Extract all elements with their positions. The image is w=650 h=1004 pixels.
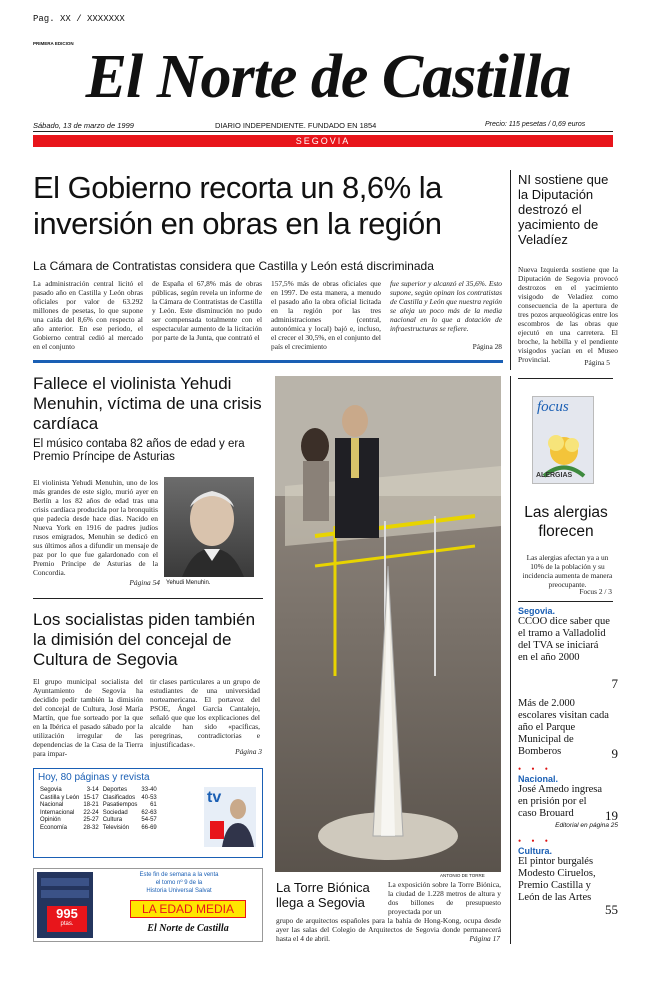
brief-num: 55 — [605, 902, 618, 917]
brief-num: 7 — [611, 676, 618, 691]
brief-section: Segovia. — [518, 606, 556, 616]
torre-page-ref: Página 17 — [469, 934, 500, 943]
section-bar: SEGOVIA — [33, 135, 613, 147]
index-row — [38, 795, 159, 803]
focus-headline: Las alergias florecen — [524, 504, 608, 540]
price: Precio: 115 pesetas / 0,69 euros — [485, 121, 586, 128]
promo-line2: el tomo nº 9 de la — [155, 880, 203, 886]
index-cell: 25-27 — [83, 817, 99, 824]
socialistas-col-2: tir clases particulares a un grupo de estudiantes de una universidad norteamericana. El portavoz del PSOE, Ángel García Cantalejo, señaló que que los explicaciones del alcalde han sido «pacíficas, peregrinas, contradictorias e injustificadas». — [150, 677, 260, 749]
socialistas-page-ref: Página 3 — [235, 747, 262, 756]
socialistas-headline: Los socialistas piden también la dimisión del concejal de Cultura de Segovia — [33, 610, 256, 669]
side-page-ref: Página 5 — [584, 358, 610, 367]
index-row — [38, 802, 159, 810]
index-title: Hoy, 80 páginas y revista — [38, 772, 150, 783]
index-cell: 22-24 — [83, 809, 99, 816]
lead-page-ref: Página 28 — [472, 342, 502, 351]
brief-nacional — [518, 774, 618, 836]
briefs-column — [518, 606, 618, 917]
index-table — [38, 787, 159, 833]
promo-price: 995 — [56, 906, 78, 921]
focus-page-ref: Focus 2 / 3 — [579, 587, 612, 596]
lead-col-4: fue superior y alcanzó el 35,6%. Esto supone, según opinan los contratistas de Castilla y León que nuestra región se aleja un poco más de la media nacional en lo que a dotación de infraestructuras se refiere. — [390, 279, 502, 333]
index-cell: 40-53 — [141, 794, 157, 801]
brief-text: CCOO dice saber que el tramo a Valladolid del TVA se iniciará en el año 2000 — [518, 616, 610, 663]
menuhin-caption: Yehudi Menuhin. — [166, 580, 211, 586]
index-cell: 62-63 — [141, 809, 157, 816]
blue-divider — [33, 360, 503, 363]
index-cell: 3-14 — [86, 787, 99, 793]
lead-headline — [33, 170, 503, 242]
index-cell: 54-57 — [141, 817, 157, 824]
focus-body: Las alergias afectan ya a un 10% de la población y su incidencia aumenta de manera preocupante. — [522, 553, 613, 589]
brief-text: El pintor burgalés Modesto Ciruelos, Premio Castilla y León de las Artes — [518, 856, 596, 903]
index-cell: 28-32 — [83, 824, 99, 831]
index-cell: 33-40 — [141, 787, 157, 793]
promo-line1: Este fin de semana a la venta — [139, 872, 219, 878]
lead-headline-line2: inversión en obras en la región — [33, 206, 442, 241]
torre-photo — [275, 376, 501, 872]
torre-col-1: La exposición sobre la Torre Biónica, la ciudad de 1.228 metros de altura y dos billones de presupuesto proyectada por un — [388, 880, 501, 916]
book-stack-icon — [37, 872, 93, 938]
brief-section: Nacional. — [518, 774, 559, 784]
photo-credit: ANTONIO DE TORRE — [440, 873, 485, 878]
index-cell: Cultura — [102, 817, 123, 824]
tv-icon: tv — [207, 789, 222, 806]
lead-subhead: La Cámara de Contratistas considera que Castilla y León está discriminada — [33, 259, 434, 273]
index-cell: Nacional — [40, 802, 64, 809]
index-box — [33, 768, 263, 858]
lead-col-2: de España el 67,8% más de obras públicas, según revela un informe de la Cámara de Contratistas de Castilla y León. Este disminución no pudo ser compensada totalmente con el espectacular aumento de la licitación por parte de la Junta, que contrató el — [152, 279, 262, 342]
menuhin-body: El violinista Yehudi Menuhin, uno de los más grandes de este siglo, murió ayer en Berlín a los 82 años de edad tras una crisis cardíaca producida por la bronquitis que padecía desde hace días. Nacido en Nueva York en 1916 de padres judíos rusos emigrados, Menuhin se dedicó en sus últimos años a difundir un mensaje de paz por lo que fue galardonado con el Premio Príncipe de Asturias de la Concordia. — [33, 478, 158, 577]
side-body: Nueva Izquierda sostiene que la Diputación de Segovia provocó destrozos en el yacimiento visigodo de Veladíez como consecuencia de la apertura de tres pozos arqueológicas entre los escombros de las obras que ejecutó en una carretera. El broche, la hebilla y el pendiente visigodos yacían en el Museo Provincial. — [518, 265, 618, 364]
brief-extra: Editorial en página 25 — [555, 822, 618, 829]
promo-line3: Historia Universal Salvat — [146, 888, 212, 894]
brief-cultura — [518, 846, 618, 917]
focus-mag-sub: ALERGIAS — [536, 472, 573, 479]
menuhin-page-ref: Página 54 — [129, 578, 160, 587]
brief-text: José Amedo ingresa en prisión por el caso Brouard — [518, 784, 602, 819]
side-headline: NI sostiene que la Diputación destrozó el yacimiento de Veladíez — [518, 172, 609, 247]
brief-segovia — [518, 606, 618, 698]
index-cell: Clasificados — [102, 794, 136, 801]
index-cell: 15-17 — [83, 794, 99, 801]
torre-headline: La Torre Biónica llega a Segovia — [276, 880, 370, 910]
masthead-logo: El Norte de Castilla — [85, 43, 571, 111]
index-cell: Internacional — [40, 809, 75, 816]
index-cell: Castilla y León — [40, 794, 80, 801]
brief-num: 9 — [611, 746, 618, 761]
lead-col-1: La administración central licitó el pasado año en Castilla y León obras oficiales por valor de 63.292 millones de pesetas, lo que supone una caída del 8,6% con respecto al año anterior. En ese periodo, el Gobierno central cedió al mercado en el conjunto — [33, 279, 143, 351]
brief-bomberos — [518, 698, 618, 764]
index-cell: Segovia — [40, 787, 62, 793]
lead-headline-line1: El Gobierno recorta un 8,6% la — [33, 170, 442, 205]
tower-model-icon — [275, 376, 501, 872]
index-cell: Opinión — [40, 817, 61, 824]
promo-price-label: ptas. — [60, 921, 74, 927]
promo-price-badge — [47, 906, 87, 932]
menuhin-portrait-icon — [164, 477, 254, 577]
promo-title: LA EDAD MEDIA — [130, 900, 246, 918]
bullet-divider: • • • — [518, 764, 552, 774]
index-cell: 66-69 — [141, 824, 157, 831]
menuhin-subhead: El músico contaba 82 años de edad y era Premio Príncipe de Asturias — [33, 438, 245, 463]
bullet-divider: • • • — [518, 836, 552, 846]
index-row — [38, 825, 159, 833]
edition-label: PRIMERA EDICION — [33, 41, 74, 46]
index-row — [38, 817, 159, 825]
brief-text: Más de 2.000 escolares visitan cada año el Parque Municipal de Bomberos — [518, 698, 609, 757]
index-row — [38, 787, 159, 795]
menuhin-headline: Fallece el violinista Yehudi Menuhin, víctima de una crisis cardíaca — [33, 374, 262, 433]
index-row — [38, 810, 159, 818]
promo-box[interactable] — [33, 868, 263, 942]
index-cell: Sociedad — [102, 809, 128, 816]
brief-section: Cultura. — [518, 846, 553, 856]
lead-col-3: 157,5% más de obras oficiales que en 1997. De esta manera, a menudo el pasado año la obra oficial licitada en la región por las tres administraciones (central, autonómica y local) bajó e, incluso, el crecer el 30,5%, en el conjunto del país el crecimiento — [271, 279, 381, 351]
issue-date: Sábado, 13 de marzo de 1999 — [33, 121, 134, 130]
page-label: Pag. XX / XXXXXXX — [33, 14, 125, 24]
focus-mag-title: focus — [537, 399, 569, 415]
index-cell: 61 — [150, 802, 157, 809]
torre-body: grupo de arquitectos españoles para la bahía de Hong-Kong, ocupa desde ayer las salas del Colegio de Arquitectos de Segovia donde permanecerá hasta el 4 de abril. — [276, 916, 501, 943]
tagline: DIARIO INDEPENDIENTE. FUNDADO EN 1854 — [215, 121, 377, 130]
index-cell: Deportes — [102, 787, 128, 793]
index-cell: Pasatiempos — [102, 802, 138, 809]
tv-thumbnail — [204, 787, 256, 847]
socialistas-col-1: El grupo municipal socialista del Ayuntamiento de Segovia ha decidido pedir también la dimisión del concejal de Cultura, José María Martín, que fue sorteado por la que en la Ibérica el pasado sábado por la utilización irregular de las dependencias de la Casa de la Tierra para impar- — [33, 677, 143, 758]
menuhin-photo — [164, 477, 254, 577]
focus-cover[interactable] — [532, 396, 594, 484]
index-cell: Economía — [40, 824, 68, 831]
index-cell: 18-21 — [83, 802, 99, 809]
promo-brand: El Norte de Castilla — [147, 923, 229, 934]
brief-num: 19 — [605, 808, 618, 823]
index-cell: Televisión — [102, 824, 130, 831]
tv-host-icon — [204, 787, 256, 847]
